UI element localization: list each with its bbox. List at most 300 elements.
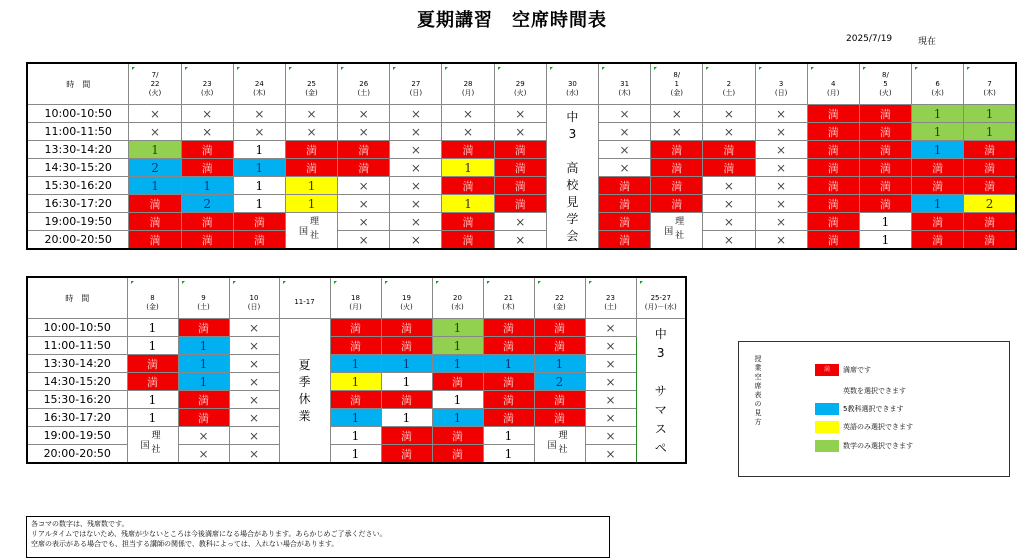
slot-full[interactable] [483,373,534,391]
slot-full[interactable] [807,159,859,177]
slot-full[interactable] [442,141,494,159]
slot-full[interactable] [598,213,650,231]
slot-full[interactable] [807,213,859,231]
slot-unavailable[interactable] [233,123,285,141]
slot-value: × [358,232,369,247]
slot-value: × [410,142,421,157]
slot-value: 満 [879,161,891,175]
slot-five-subjects[interactable] [181,195,233,213]
slot-value: 1 [402,374,411,389]
slot-five-subjects[interactable] [483,355,534,373]
slot-value: 満 [358,161,370,175]
special-char: 中 [654,327,667,341]
slot-english-only[interactable] [442,195,494,213]
slot-full[interactable] [483,319,534,337]
slot-math-only[interactable] [432,337,483,355]
slot-value: × [671,106,682,121]
slot-value: 1 [933,196,942,211]
slot-full[interactable] [285,141,337,159]
slot-full[interactable] [859,159,911,177]
slot-full[interactable] [381,391,432,409]
slot-value: × [410,214,421,229]
slot-full[interactable] [912,177,964,195]
slot-full[interactable] [181,231,233,250]
slot-value: 1 [402,356,411,371]
slot-value: 満 [201,143,213,157]
slot-full[interactable] [442,177,494,195]
slot-value: 満 [358,143,370,157]
month-spacer [547,71,598,80]
slot-unavailable[interactable] [229,391,279,409]
slot-unavailable[interactable] [651,105,703,123]
slot-unavailable[interactable] [390,159,442,177]
slot-english-only[interactable] [442,159,494,177]
slot-unavailable[interactable] [703,231,755,250]
slot-math-only[interactable] [129,141,181,159]
slot-english-only[interactable] [330,373,381,391]
event-char: 中 [566,109,579,124]
slot-english-only[interactable] [285,195,337,213]
slot-five-subjects[interactable] [330,355,381,373]
slot-five-subjects[interactable] [178,355,229,373]
day-label: 19 [402,293,411,302]
slot-seats[interactable] [233,195,285,213]
slot-value: × [358,106,369,121]
slot-unavailable[interactable] [585,319,636,337]
slot-value: × [202,124,213,139]
slot-seats[interactable] [381,373,432,391]
slot-value: 満 [671,161,683,175]
day-label: 23 [202,79,212,88]
slot-full[interactable] [494,195,546,213]
slot-unavailable[interactable] [598,141,650,159]
slot-unavailable[interactable] [703,195,755,213]
marker-icon [759,67,762,70]
slot-full[interactable] [129,195,181,213]
day-header [859,63,911,105]
slot-unavailable[interactable] [494,105,546,123]
legend-title-char: 表 [754,391,762,399]
slot-unavailable[interactable] [703,177,755,195]
slot-value: 1 [255,160,264,175]
slot-math-only[interactable] [964,123,1016,141]
time-header: 時 間 [27,63,129,105]
slot-full[interactable] [233,213,285,231]
slot-unavailable[interactable] [229,409,279,427]
slot-five-subjects[interactable] [432,355,483,373]
slot-seats[interactable] [432,391,483,409]
slot-seats[interactable] [127,391,178,409]
day-label: 5 [883,79,888,88]
slot-value: × [202,106,213,121]
slot-five-subjects[interactable] [178,337,229,355]
slot-full[interactable] [381,319,432,337]
slot-unavailable[interactable] [390,123,442,141]
slot-full[interactable] [330,337,381,355]
slot-math-only[interactable] [912,123,964,141]
slot-unavailable[interactable] [178,427,229,445]
marker-icon [487,281,490,284]
slot-full[interactable] [912,159,964,177]
slot-value: 1 [453,410,462,425]
slot-unavailable[interactable] [755,195,807,213]
slot-full[interactable] [807,123,859,141]
slot-value: 1 [933,106,942,121]
slot-value: 満 [149,197,161,211]
slot-full[interactable] [442,213,494,231]
slot-seats[interactable] [330,427,381,445]
special-char: ス [654,422,667,436]
slot-unavailable[interactable] [129,123,181,141]
slot-unavailable[interactable] [129,105,181,123]
slot-full[interactable] [807,105,859,123]
slot-unavailable[interactable] [755,177,807,195]
marker-icon [602,67,605,70]
slot-unavailable[interactable] [585,427,636,445]
slot-value: 1 [453,392,462,407]
slot-unavailable[interactable] [390,231,442,250]
slot-unavailable[interactable] [585,355,636,373]
schedule-table-2 [26,276,687,464]
slot-seats[interactable] [233,177,285,195]
day-label: 25 [307,79,316,88]
slot-seats[interactable] [859,231,911,250]
slot-full[interactable] [859,177,911,195]
subject-koku: 国 [140,441,150,451]
slot-seats[interactable] [483,427,534,445]
slot-seats[interactable] [127,409,178,427]
slot-full[interactable] [807,141,859,159]
slot-full[interactable] [964,159,1016,177]
slot-full[interactable] [178,409,229,427]
slot-unavailable[interactable] [390,177,442,195]
time-cell: 14:30-15:20 [27,159,129,177]
slot-five-subjects[interactable] [534,373,585,391]
slot-unavailable[interactable] [755,141,807,159]
slot-unavailable[interactable] [229,355,279,373]
time-row [27,427,686,445]
slot-full[interactable] [338,159,390,177]
slot-full[interactable] [964,141,1016,159]
slot-value: × [248,320,260,335]
slot-seats[interactable] [859,213,911,231]
slot-unavailable[interactable] [755,231,807,250]
slot-full[interactable] [127,355,178,373]
slot-full[interactable] [181,213,233,231]
slot-full[interactable] [129,213,181,231]
event-char: 校 [566,177,579,192]
slot-full[interactable] [381,445,432,464]
slot-full[interactable] [330,319,381,337]
slot-unavailable[interactable] [229,445,279,464]
slot-full[interactable] [129,231,181,250]
slot-unavailable[interactable] [755,123,807,141]
slot-full[interactable] [432,427,483,445]
slot-value: 1 [351,374,360,389]
slot-unavailable[interactable] [229,427,279,445]
slot-seats[interactable] [381,409,432,427]
slot-full[interactable] [432,445,483,464]
slot-full[interactable] [964,213,1016,231]
slot-five-subjects[interactable] [233,159,285,177]
legend-title-char: 見 [754,409,762,417]
slot-full[interactable] [807,231,859,250]
slot-unavailable[interactable] [338,177,390,195]
month-spacer [331,285,381,294]
slot-full[interactable] [859,123,911,141]
slot-full[interactable] [651,141,703,159]
slot-full[interactable] [494,159,546,177]
slot-unavailable[interactable] [703,105,755,123]
slot-full[interactable] [285,159,337,177]
slot-value: 1 [453,320,462,335]
slot-full[interactable] [703,141,755,159]
marker-icon [341,67,344,70]
legend-swatch [815,440,839,452]
slot-full[interactable] [807,177,859,195]
slot-unavailable[interactable] [181,123,233,141]
slot-unavailable[interactable] [585,445,636,464]
slot-full[interactable] [483,391,534,409]
slot-full[interactable] [330,391,381,409]
time-row [27,373,686,391]
slot-full[interactable] [534,409,585,427]
slot-five-subjects[interactable] [534,355,585,373]
time-cell: 11:00-11:50 [27,337,127,355]
slot-value: × [605,392,616,407]
day-header [390,63,442,105]
slot-value: 満 [932,233,944,247]
slot-unavailable[interactable] [585,409,636,427]
header-row [27,277,686,319]
slot-unavailable[interactable] [338,123,390,141]
slot-unavailable[interactable] [442,105,494,123]
dow-label: (木) [253,88,266,97]
slot-unavailable[interactable] [178,445,229,464]
day-header [585,277,636,319]
time-row [27,195,1016,213]
slot-full[interactable] [859,195,911,213]
slot-five-subjects[interactable] [432,409,483,427]
slot-unavailable[interactable] [703,213,755,231]
month-spacer [535,285,585,294]
legend-swatch: 満 [815,364,839,376]
slot-value: × [306,124,317,139]
slot-unavailable[interactable] [755,105,807,123]
legend-title-char: の [754,400,762,408]
slot-unavailable[interactable] [338,231,390,250]
slot-unavailable[interactable] [233,105,285,123]
slot-unavailable[interactable] [585,373,636,391]
slot-five-subjects[interactable] [181,177,233,195]
slot-five-subjects[interactable] [129,177,181,195]
slot-five-subjects[interactable] [912,195,964,213]
slot-value: × [776,232,787,247]
slot-unavailable[interactable] [390,141,442,159]
slot-value: × [723,196,734,211]
slot-full[interactable] [964,177,1016,195]
slot-math-only[interactable] [912,105,964,123]
slot-unavailable[interactable] [229,373,279,391]
slot-value: × [149,124,161,139]
slot-full[interactable] [859,141,911,159]
slot-value: 満 [514,197,526,211]
slot-unavailable[interactable] [494,123,546,141]
legend-item [815,364,871,376]
day-header [181,63,233,105]
time-cell: 16:30-17:20 [27,195,129,213]
slot-five-subjects[interactable] [381,355,432,373]
slot-full[interactable] [912,231,964,250]
legend-title [754,355,762,427]
slot-seats[interactable] [233,141,285,159]
slot-full[interactable] [912,213,964,231]
day-label: 21 [504,293,513,302]
day-label: 22 [150,79,160,88]
month-spacer [637,285,686,294]
slot-full[interactable] [494,141,546,159]
slot-math-only[interactable] [964,105,1016,123]
dow-label: (水) [566,88,579,97]
dow-label: (土) [722,88,736,97]
day-label: 29 [515,79,525,88]
marker-icon [334,281,337,284]
slot-english-only[interactable] [285,177,337,195]
legend-title-char: 方 [754,418,762,426]
slot-full[interactable] [181,159,233,177]
slot-full[interactable] [181,141,233,159]
slot-full[interactable] [432,373,483,391]
slot-full[interactable] [534,391,585,409]
slot-full[interactable] [178,391,229,409]
slot-full[interactable] [483,409,534,427]
slot-unavailable[interactable] [390,195,442,213]
slot-unavailable[interactable] [755,213,807,231]
slot-unavailable[interactable] [181,105,233,123]
legend-title-char: 空 [754,373,762,381]
slot-unavailable[interactable] [285,105,337,123]
slot-value: 満 [401,321,412,335]
slot-five-subjects[interactable] [129,159,181,177]
marker-icon [589,281,592,284]
slot-full[interactable] [651,159,703,177]
slot-five-subjects[interactable] [178,373,229,391]
slot-value: 満 [984,179,996,193]
day-label: 31 [620,79,630,88]
slot-full[interactable] [534,337,585,355]
slot-full[interactable] [964,231,1016,250]
slot-value: 満 [201,161,213,175]
slot-five-subjects[interactable] [330,409,381,427]
month-spacer [230,285,279,294]
day-header [338,63,390,105]
slot-full[interactable] [338,141,390,159]
slot-unavailable[interactable] [390,105,442,123]
slot-unavailable[interactable] [585,391,636,409]
slot-unavailable[interactable] [703,123,755,141]
day-label: 7 [987,79,992,88]
slot-full[interactable] [381,337,432,355]
slot-full[interactable] [651,177,703,195]
slot-five-subjects[interactable] [912,141,964,159]
slot-unavailable[interactable] [755,159,807,177]
slot-full[interactable] [483,337,534,355]
time-row [27,391,686,409]
slot-value: × [723,124,734,139]
slot-unavailable[interactable] [338,195,390,213]
slot-unavailable[interactable] [598,105,650,123]
slot-value: 満 [514,143,526,157]
slot-seats[interactable] [127,337,178,355]
month-spacer [586,285,636,294]
slot-full[interactable] [178,319,229,337]
slot-full[interactable] [127,373,178,391]
slot-full[interactable] [381,427,432,445]
slot-full[interactable] [494,177,546,195]
slot-seats[interactable] [330,445,381,464]
dow-label: (月) [461,88,475,97]
slot-math-only[interactable] [432,319,483,337]
month-spacer [382,285,432,294]
day-header [651,63,703,105]
slot-full[interactable] [598,231,650,250]
slot-unavailable[interactable] [585,337,636,355]
slot-english-only[interactable] [964,195,1016,213]
time-cell: 15:30-16:20 [27,391,127,409]
slot-full[interactable] [807,195,859,213]
slot-value: × [254,124,265,139]
slot-value: 1 [203,178,212,193]
slot-full[interactable] [534,319,585,337]
time-cell: 13:30-14:20 [27,141,129,159]
month-spacer [338,71,389,80]
day-label: 11-17 [294,298,315,306]
day-header [279,277,330,319]
slot-unavailable[interactable] [338,213,390,231]
slot-unavailable[interactable] [390,213,442,231]
slot-full[interactable] [233,231,285,250]
slot-unavailable[interactable] [651,123,703,141]
slot-full[interactable] [703,159,755,177]
slot-full[interactable] [598,177,650,195]
slot-full[interactable] [598,195,650,213]
slot-value: 満 [619,179,631,193]
slot-value: 満 [452,375,463,389]
month-spacer [599,71,650,80]
slot-value: × [248,428,260,443]
slot-unavailable[interactable] [229,337,279,355]
slot-unavailable[interactable] [442,123,494,141]
slot-unavailable[interactable] [494,213,546,231]
time-cell: 10:00-10:50 [27,319,127,337]
slot-unavailable[interactable] [229,319,279,337]
slot-unavailable[interactable] [494,231,546,250]
slot-full[interactable] [442,231,494,250]
marker-icon [863,67,866,70]
legend-swatch [815,421,839,433]
slot-unavailable[interactable] [598,123,650,141]
slot-unavailable[interactable] [598,159,650,177]
slot-full[interactable] [859,105,911,123]
slot-seats[interactable] [483,445,534,464]
slot-unavailable[interactable] [285,123,337,141]
subject-koku: 国 [664,227,674,237]
slot-unavailable[interactable] [338,105,390,123]
time-row [27,141,1016,159]
slot-seats[interactable] [127,319,178,337]
legend-box [738,341,1010,477]
slot-full[interactable] [651,195,703,213]
